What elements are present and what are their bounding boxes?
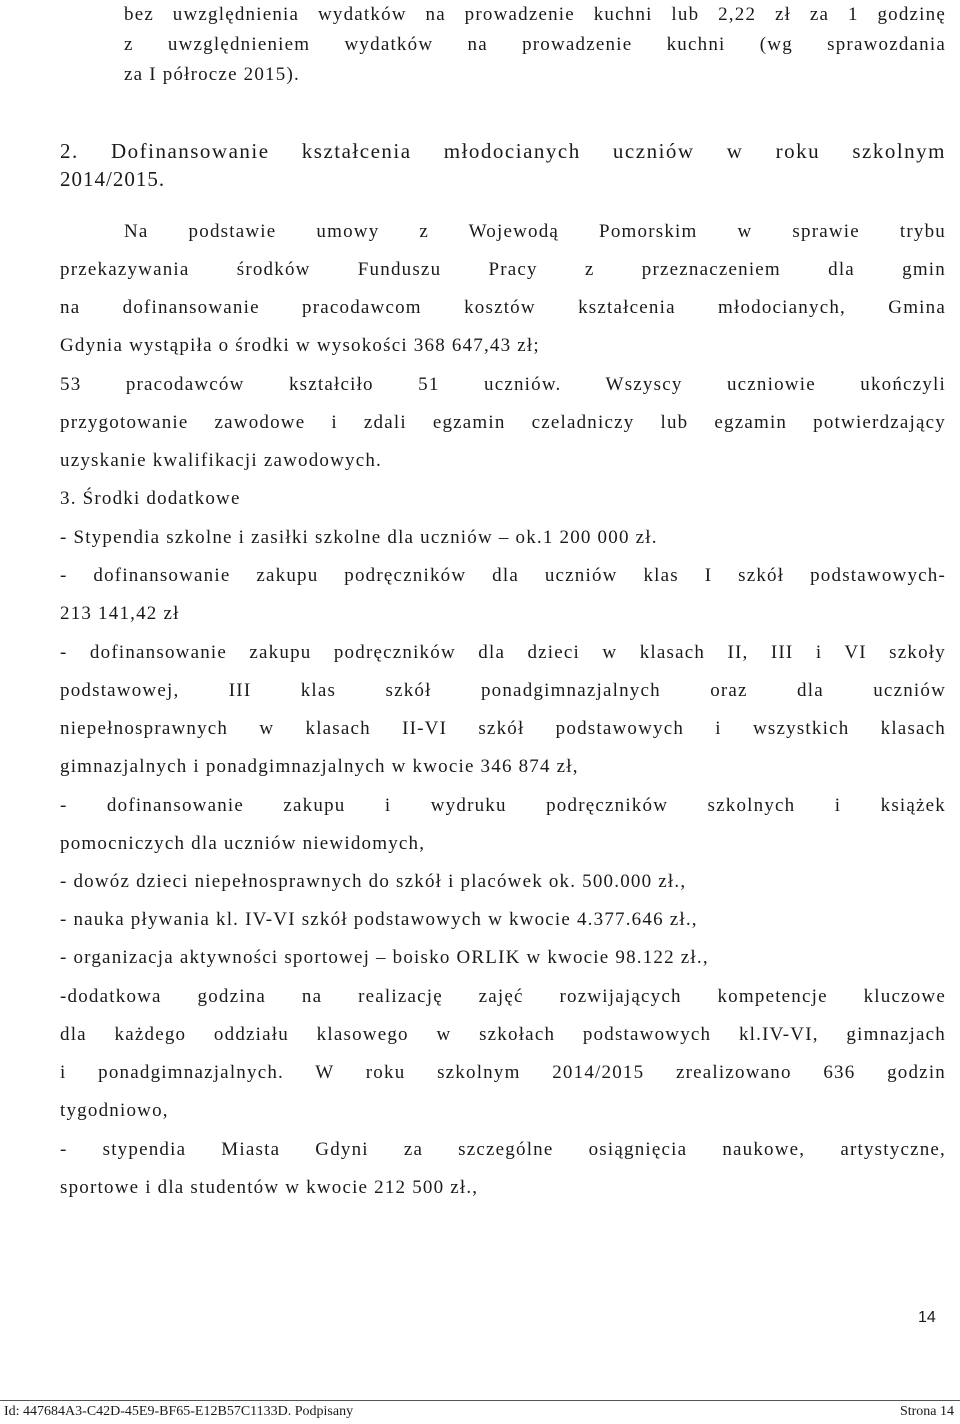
text-line: na dofinansowanie pracodawcom kosztów kształcenia młodocianych, Gmina xyxy=(60,297,946,318)
text-line: - Stypendia szkolne i zasiłki szkolne dla uczniów – ok.1 200 000 zł. xyxy=(60,527,658,548)
text-line: i ponadgimnazjalnych. W roku szkolnym 2014/2015 zrealizowano 636 godzin xyxy=(60,1062,946,1083)
text-line: uzyskanie kwalifikacji zawodowych. xyxy=(60,450,383,471)
text-line: - dofinansowanie zakupu podręczników dla uczniów klas I szkół podstawowych- xyxy=(60,565,946,586)
section-heading: 2014/2015. xyxy=(60,167,166,191)
footer-page-label: Strona 14 xyxy=(899,1404,954,1419)
text-line: przygotowanie zawodowe i zdali egzamin czeladniczy lub egzamin potwierdzający xyxy=(60,412,946,433)
text-line: niepełnosprawnych w klasach II-VI szkół podstawowych i wszystkich klasach xyxy=(60,718,946,739)
text-line: dla każdego oddziału klasowego w szkołach podstawowych kl.IV-VI, gimnazjach xyxy=(60,1024,946,1045)
text-line: przekazywania środków Funduszu Pracy z przeznaczeniem dla gmin xyxy=(60,259,946,280)
text-line: pomocniczych dla uczniów niewidomych, xyxy=(60,833,426,854)
text-line: tygodniowo, xyxy=(60,1100,169,1121)
section-heading: 2. Dofinansowanie kształcenia młodocianych uczniów w roku szkolnym xyxy=(60,139,946,163)
text-line: za I półrocze 2015). xyxy=(124,64,300,85)
text-line: Gdynia wystąpiła o środki w wysokości 368 647,43 zł; xyxy=(60,335,540,356)
text-line: - nauka pływania kl. IV-VI szkół podstawowych w kwocie 4.377.646 zł., xyxy=(60,909,698,930)
text-line: bez uwzględnienia wydatków na prowadzenie kuchni lub 2,22 zł za 1 godzinę xyxy=(124,4,946,25)
text-line: Na podstawie umowy z Wojewodą Pomorskim w sprawie trybu xyxy=(124,221,946,242)
section-heading: 3. Środki dodatkowe xyxy=(60,488,241,509)
text-line: - dowóz dzieci niepełnosprawnych do szkół i placówek ok. 500.000 zł., xyxy=(60,871,687,892)
footer-document-id: Id: 447684A3-C42D-45E9-BF65-E12B57C1133D. Podpisany xyxy=(4,1404,354,1419)
text-line: - dofinansowanie zakupu podręczników dla dzieci w klasach II, III i VI szkoły xyxy=(60,642,946,663)
text-line: 213 141,42 zł xyxy=(60,603,180,624)
text-line: - dofinansowanie zakupu i wydruku podręczników szkolnych i książek xyxy=(60,795,946,816)
text-line: - stypendia Miasta Gdyni za szczególne osiągnięcia naukowe, artystyczne, xyxy=(60,1139,946,1160)
page-number: 14 xyxy=(918,1309,936,1326)
text-line: sportowe i dla studentów w kwocie 212 500 zł., xyxy=(60,1177,479,1198)
text-line: 53 pracodawców kształciło 51 uczniów. Wszyscy uczniowie ukończyli xyxy=(60,374,946,395)
text-line: -dodatkowa godzina na realizację zajęć rozwijających kompetencje kluczowe xyxy=(60,986,946,1007)
footer-divider xyxy=(0,1400,960,1401)
text-line: podstawowej, III klas szkół ponadgimnazjalnych oraz dla uczniów xyxy=(60,680,946,701)
text-line: z uwzględnieniem wydatków na prowadzenie kuchni (wg sprawozdania xyxy=(124,34,946,55)
text-line: gimnazjalnych i ponadgimnazjalnych w kwocie 346 874 zł, xyxy=(60,756,579,777)
text-line: - organizacja aktywności sportowej – boisko ORLIK w kwocie 98.122 zł., xyxy=(60,947,709,968)
